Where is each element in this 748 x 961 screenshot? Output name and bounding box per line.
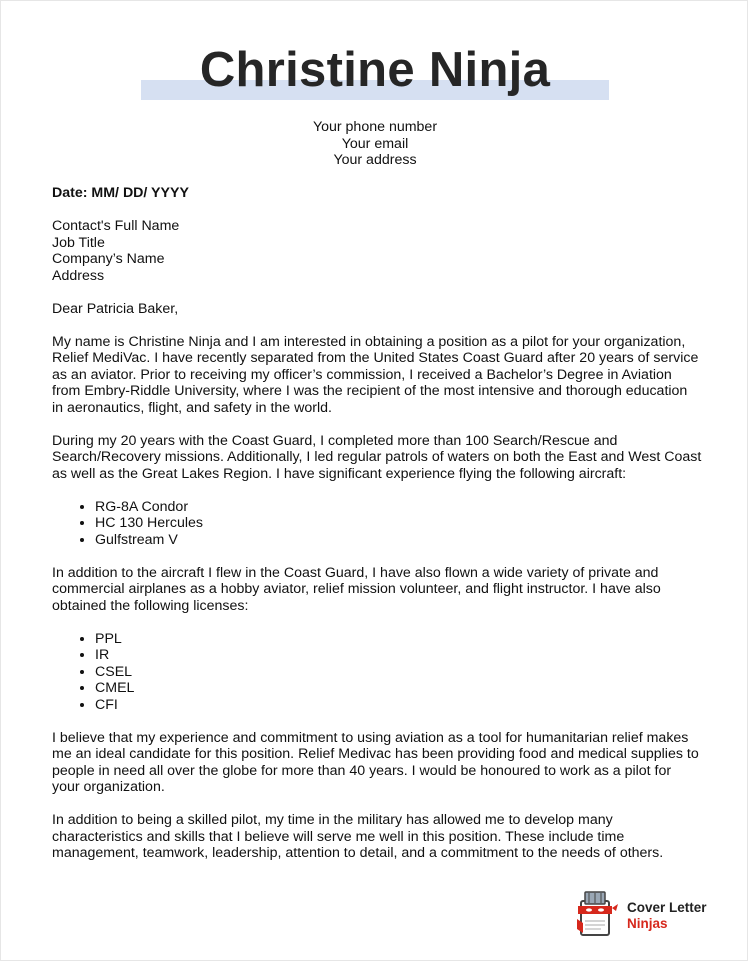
recipient-title: Job Title [52,234,105,251]
ninja-mascot-icon [575,889,619,939]
recipient-block [52,218,702,284]
aircraft-list [52,499,702,549]
list-item: • CFI [95,697,702,714]
letter-body [52,185,702,878]
recipient-company: Company’s Name [52,251,165,267]
paragraph-commitment: I believe that my experience and commitment to using aviation as a tool for humanitarian relief makes me an ideal candidate for this position. Relief Medivac has been providing food and medical supplies to people in need all over the globe for more than 40 years. I would be honoured to work as a pilot for your organization. [52,729,699,795]
list-item: • HC 130 Hercules [95,515,702,532]
license-list [52,631,702,714]
logo-text [627,900,707,932]
email-line: Your email [341,135,409,152]
list-item: • CSEL [95,664,702,681]
list-item: • IR [95,647,702,664]
list-item: • PPL [95,631,702,648]
logo-line-1: Cover Letter [627,900,707,915]
list-item: • Gulfstream V [95,532,702,549]
paragraph-licenses: In addition to the aircraft I flew in the Coast Guard, I have also flown a wide variety of private and commercial airplanes as a hobby aviator, relief mission volunteer, and flight instructor. I have also obtained the following licenses: [52,564,661,614]
contact-info [1,119,748,169]
recipient-address: Address [52,267,105,284]
recipient-name: Contact's Full Name [52,218,180,234]
letter-date: Date: MM/ DD/ YYYY [52,185,189,201]
list-item: • RG-8A Condor [95,499,702,516]
paragraph-intro: My name is Christine Ninja and I am interested in obtaining a position as a pilot for your organization, Relief MediVac. I have recently separated from the United States Coast Guard after 20 years of service as an aviator. Prior to receiving my officer’s commission, I received a Bachelor’s Degree in Aviation from Embry-Riddle University, where I was the recipient of the most intensive and thorough education in aeronautics, flight, and safety in the world. [52,333,699,416]
list-item: • CMEL [95,680,702,697]
applicant-name: Christine Ninja [199,43,551,97]
brand-logo [575,889,725,939]
address-line: Your address [333,152,417,168]
paragraph-skills: In addition to being a skilled pilot, my time in the military has allowed me to develop many characteristics and skills that I believe will serve me well in this position. These include time management, teamwork, leadership, attention to detail, and a commitment to the needs of others. [52,812,664,861]
paragraph-experience: During my 20 years with the Coast Guard, I completed more than 100 Search/Rescue and Search/Recovery missions. Additionally, I led regular patrols of waters on both the East and West Coast as well as the Great Lakes Region. I have significant experience flying the following aircraft: [52,432,702,482]
name-header [1,41,748,103]
salutation: Dear Patricia Baker, [52,300,179,317]
phone-line: Your phone number [312,119,438,135]
logo-line-2: Ninjas [627,916,668,931]
